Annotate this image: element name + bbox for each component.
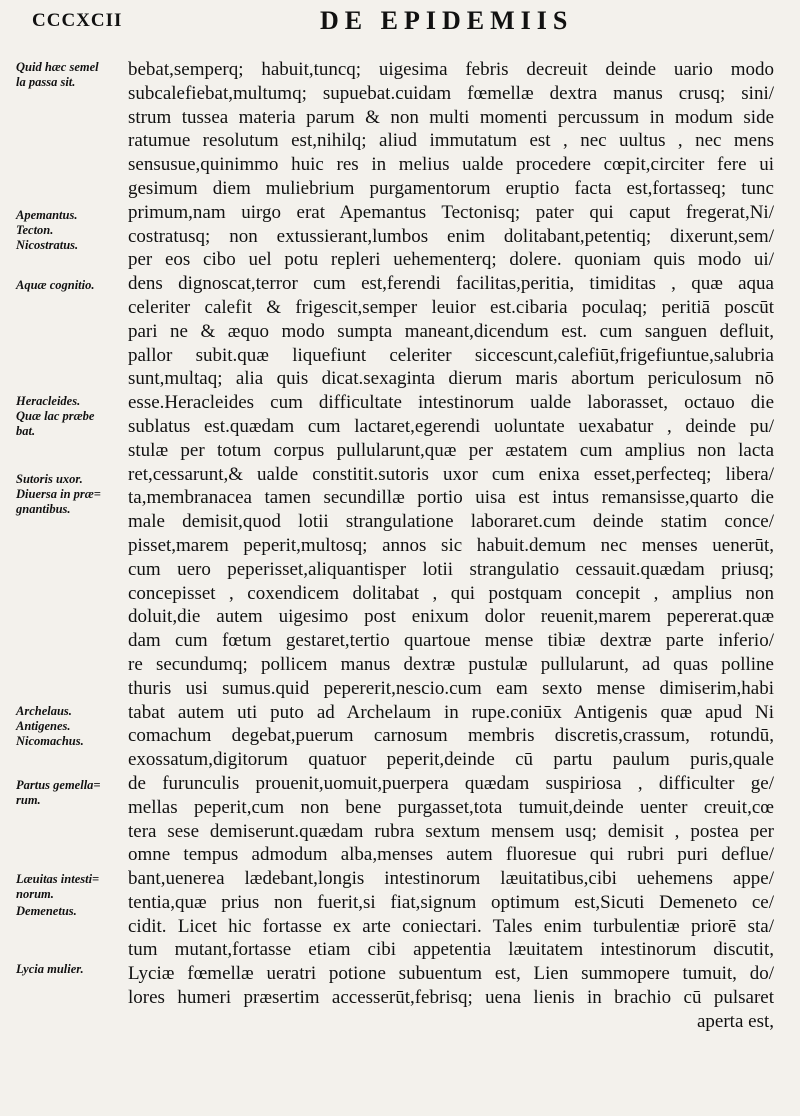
text-line: strum tussea materia parum & non multi momenti percussum in modum side (128, 106, 774, 128)
text-line: thuris usi sumus.quid pepererit,nescio.cum eam sexto mense dimiserim,habi (128, 677, 774, 699)
margin-note (16, 472, 124, 517)
text-line: pisset,marem peperit,multosq; annos sic habuit.demum nec menses uenerūt, (128, 534, 774, 556)
margin-note-line: gnantibus. (16, 502, 71, 516)
margin-note-line: bat. (16, 424, 36, 438)
margin-note-line: Antigenes. (16, 719, 71, 733)
margin-note-line: Heracleides. (16, 394, 81, 408)
text-line: aperta est, (696, 1010, 774, 1032)
text-line: bant,uenerea lædebant,longis intestinorum læuitatibus,cibi uehemens appe/ (128, 868, 774, 890)
margin-note-line: Sutoris uxor. (16, 472, 83, 486)
margin-note-line: Quid hæc semel (16, 60, 99, 74)
margin-note-line: Partus gemella= (16, 778, 101, 792)
text-line: de furunculis prouenit,uomuit,puerpera quædam suspiriosa , difficulter ge/ (128, 772, 774, 794)
margin-note-line: Diuersa in præ= (16, 487, 101, 501)
running-title: DE EPIDEMIIS (320, 6, 574, 35)
text-line: doluit,die autem uigesimo post enixum dolor reuenit,marem pepererat.quæ (128, 606, 774, 628)
margin-note-line: Archelaus. (16, 704, 72, 718)
text-line: Lyciæ fœmellæ ueratri potione subuentum est, Lien summopere tumuit, do/ (128, 963, 774, 985)
text-line: dam cum fœtum gestaret,tertio quartoue mense tibiæ dextræ parte inferio/ (128, 630, 774, 652)
margin-note (16, 778, 124, 808)
margin-note-line: Aquæ cognitio. (16, 278, 95, 292)
text-line: gesimum diem muliebrium purgamentorum eruptio facta est,fortasseq; tunc (128, 177, 774, 199)
text-line: lores humeri præsertim accesserūt,febrisq; uena lienis in brachio cū pulsaret (128, 987, 774, 1009)
margin-note-line: norum. (16, 887, 54, 901)
margin-note-line: Læuitas intesti= (16, 872, 100, 886)
text-line: re secundumq; pollicem manus dextræ pustulæ pullularunt, ad quas polline (128, 653, 774, 675)
margin-note (16, 962, 124, 977)
text-line: celeriter calefit & frigescit,semper leuior est.cibaria poculaq; peritiā poscūt (128, 296, 774, 318)
text-line: costratusq; non extussierant,lumbos enim dolitabant,petentiq; dixerunt,sem/ (128, 225, 774, 247)
margin-note (16, 278, 124, 293)
margin-note-line: rum. (16, 793, 41, 807)
margin-note (16, 208, 124, 253)
text-line: concepisset , coxendicem dolitabat , qui postquam concepit , amplius non (128, 582, 774, 604)
margin-note (16, 60, 124, 90)
text-line: tera sese demiserunt.quædam rubra sextum mensem usq; demisit , postea per (128, 820, 774, 842)
text-line: exossatum,digitorum quatuor peperit,deinde cū partu paulum puris,quale (128, 749, 774, 771)
text-line: bebat,semperq; habuit,tuncq; uigesima febris decreuit deinde uario modo (128, 59, 774, 80)
text-line: omne tempus admodum alba,menses autem fluoresue qui rubri puri deflue/ (128, 844, 774, 866)
margin-note (16, 704, 124, 749)
text-line: esse.Heracleides cum difficultate intestinorum ualde laborasset, octauo die (128, 392, 774, 414)
folio-number: CCCXCII (32, 10, 123, 31)
text-line: cidit. Licet hic fortasse ex arte coniectari. Tales enim turbulentiæ priorē sta/ (128, 915, 774, 937)
page-header (20, 4, 780, 40)
margin-note (16, 904, 124, 919)
text-line: tentia,quæ prius non fuerit,si fiat,signum optimum est,Sicuti Demeneto ce/ (128, 891, 774, 913)
text-line: comachum degebat,puerum carnosum membris discretis,crassum, rotundū, (128, 725, 774, 747)
text-line: mellas peperit,cum non bene purgasset,tota tumuit,deinde uenter creuit,cœ (128, 796, 774, 818)
margin-note (16, 872, 124, 902)
text-line: ratumue resolutum est,nihilq; aliud immutatum est , nec uultus , nec mens (128, 130, 774, 152)
margin-note-line: Tecton. (16, 223, 54, 237)
text-line: pallor subit.quæ liquefiunt celeriter siccescunt,calefiūt,frigefiuntue,salubria (128, 344, 774, 366)
text-line: sunt,multaq; alia quis dicat.sexaginta dierum maris abortum periculosum nō (128, 368, 774, 390)
text-line: male demisit,quod lotii strangulatione laboraret.cum deinde statim conce/ (128, 511, 774, 533)
text-line: subcalefiebat,multumq; supuebat.cuidam fœmellæ dextra manus crusq; sini/ (128, 82, 774, 104)
text-line: ta,membranacea tamen secundillæ portio uisa est intus remansisse,quarto die (128, 487, 774, 509)
main-text-block (128, 58, 774, 1034)
text-line: tum mutant,fortasse etiam cibi appetentia læuitatem intestinorum discutit, (128, 939, 774, 961)
margin-note-line: Nicomachus. (16, 734, 84, 748)
text-line: per eos cibo uel potu repleri uehementerq; dolere. quoniam quis modo ui/ (128, 249, 774, 271)
text-line: stulæ per totum corpus pullularunt,quæ per æstatem cum amplius non lacta (128, 439, 774, 461)
text-line: sublatus est.quædam cum lactaret,egerendi uoluntate uexabatur , deinde pu/ (128, 415, 774, 437)
margin-note (16, 394, 124, 439)
margin-note-line: Nicostratus. (16, 238, 79, 252)
text-line: dens dignoscat,terror cum est,ferendi facilitas,peritia, timiditas , quæ aqua (128, 273, 774, 295)
margin-note-line: Demenetus. (16, 904, 77, 918)
text-line: tabat autem uti puto ad Archelaum in rupe.coniūx Antigenis quæ apud Ni (128, 701, 774, 723)
margin-note-line: Apemantus. (16, 208, 78, 222)
text-line: ret,cessarunt,& ualde constitit.sutoris uxor cum enixa esset,perfecteq; libera/ (128, 463, 774, 485)
margin-note-line: la passa sit. (16, 75, 76, 89)
text-line: cum uero peperisset,aliquantisper lotii strangulatio cessauit.quædam priusq; (128, 558, 774, 580)
text-line: pari ne & æquo modo sumpta maneant,dicendum est. cum sanguen defluit, (128, 320, 774, 342)
text-line: sensusue,quinimmo huic res in melius ualde procedere cœpit,circiter fere ui (128, 154, 774, 176)
bleed-through-shadow (20, 112, 120, 126)
margin-note-line: Lycia mulier. (16, 962, 84, 976)
margin-note-line: Quæ lac præbe (16, 409, 95, 423)
text-line: primum,nam uirgo erat Apemantus Tectonisq; pater qui caput fregerat,Ni/ (128, 201, 774, 223)
